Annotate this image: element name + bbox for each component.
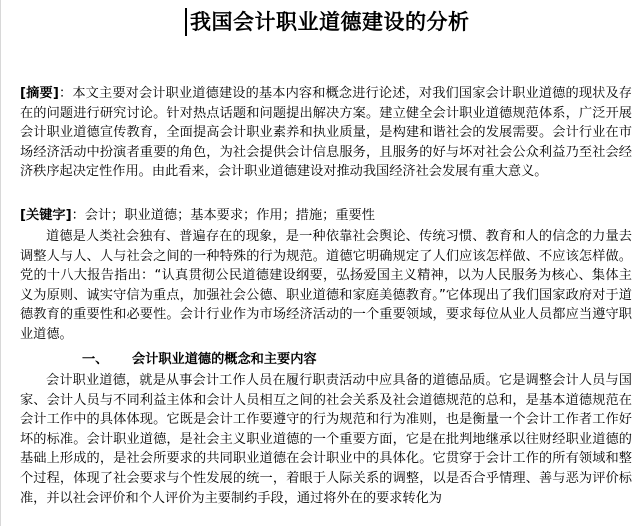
document-title: 我国会计职业道德建设的分析 <box>190 10 470 34</box>
abstract-text: ：本文主要对会计职业道德建设的基本内容和概念进行论述，对我们国家会计职业道德的现状及存在的问题进行研究讨论。针对热点话题和问题提出解决方案。建立健全会计职业道德规范体系，广泛开展会计职业道德宣传教育，全面提高会计职业素养和执业质量，是构建和谐社会的发展需要。会计行业在市场经济活动中扮演者重要的角色，为社会提供会计信息服务，且服务的好与坏对社会公众利益乃至社会经济秩序起决定性作用。由此看来，会计职业道德建设对推动我国经济社会发展有重大意义。 <box>20 86 632 180</box>
abstract-label: [摘要] <box>20 86 59 101</box>
section-number: 一、 <box>82 352 109 367</box>
page-left-edge <box>0 0 1 526</box>
section-title: 会计职业道德的概念和主要内容 <box>132 352 317 367</box>
body-paragraph-2: 会计职业道德，就是从事会计工作人员在履行职责活动中应具备的道德品质。它是调整会计人员与国家、会计人员与不同利益主体和会计人员相互之间的社会关系及社会道德规范的总和，是基本道德规范在会计工作中的具体体现。它既是会计工作要遵守的行为规范和行为准则，也是衡量一个会计工作者工作好坏的标准。会计职业道德，是社会主义职业道德的一个重要方面，它是在批判地继承以往财经职业道德的基础上形成的，是社会所要求的共同职业道德在会计职业中的具体化。它贯穿于会计工作的所有领域和整个过程，体现了社会要求与个性发展的统一，着眼于人际关系的调整，以是否合乎情理、善与恶为评价标准，并以社会评价和个人评价为主要制约手段，通过将外在的要求转化为 <box>20 373 632 506</box>
text-cursor <box>185 8 187 36</box>
keywords-line <box>20 206 632 226</box>
abstract-paragraph <box>20 84 632 182</box>
body-paragraph-1: 道德是人类社会独有、普遍存在的现象，是一种依靠社会舆论、传统习惯、教育和人的信念的力量去调整人与人、人与社会之间的一种特殊的行为规范。道德它明确规定了人们应该怎样做、不应该怎样做。党的十八大报告指出：“认真贯彻公民道德建设纲要，弘扬爱国主义精神，以为人民服务为核心、集体主义为原则、诚实守信为重点，加强社会公德、职业道德和家庭美德教育。”它体现出了我们国家政府对于道德教育的重要性和必要性。会计行业作为市场经济活动的一个重要领域，要求每位从业人员都应当遵守职业道德。 <box>20 229 632 342</box>
section-heading-1 <box>82 350 317 370</box>
keywords-text: ：会计；职业道德；基本要求；作用；措施；重要性 <box>71 208 375 223</box>
keywords-label: [关键字] <box>20 208 72 223</box>
